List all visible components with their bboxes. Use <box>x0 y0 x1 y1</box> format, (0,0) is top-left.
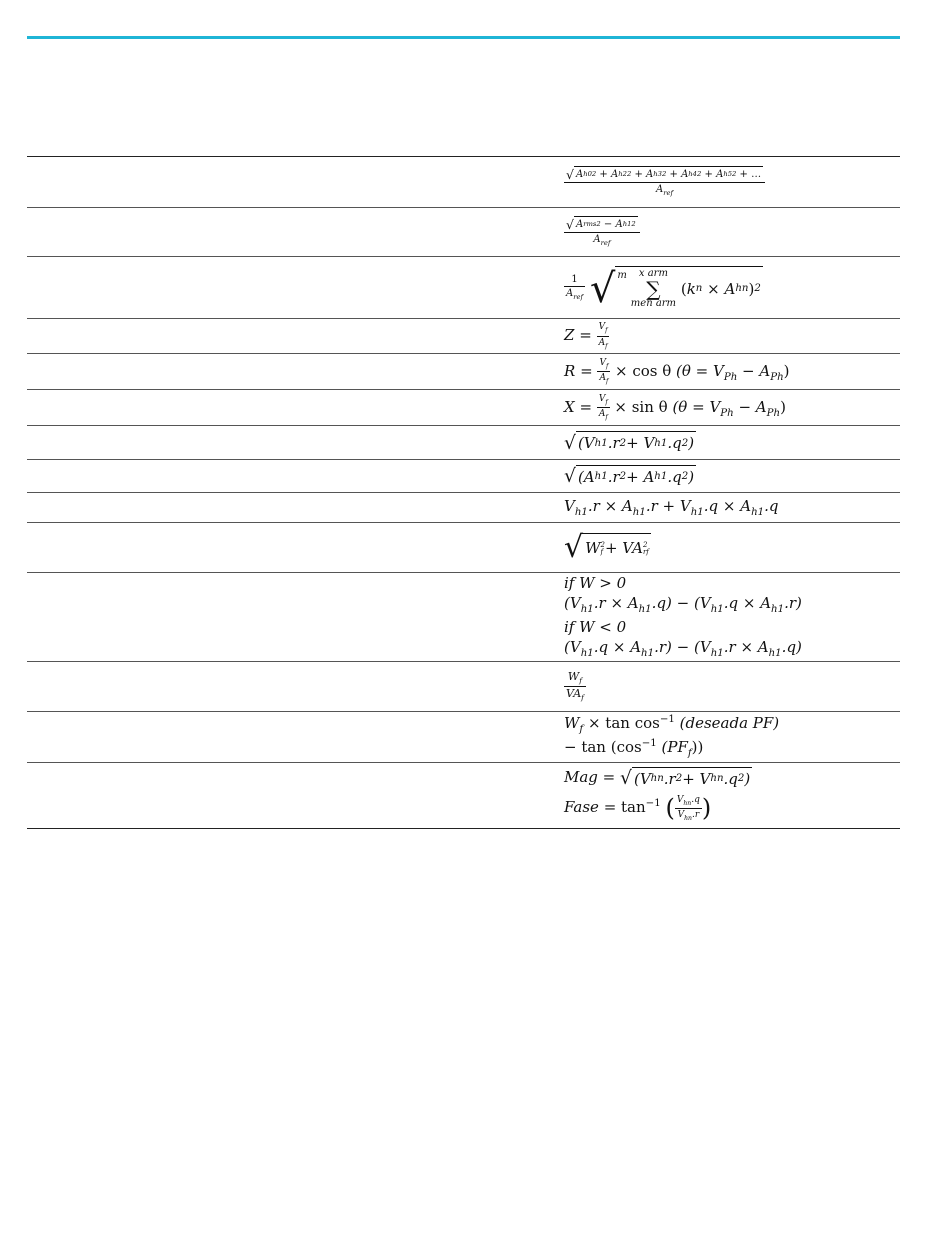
formula-cell <box>564 354 900 390</box>
label-cell <box>27 426 564 460</box>
label-cell <box>27 573 564 662</box>
table-row <box>27 712 900 763</box>
label-cell <box>27 493 564 523</box>
formula-harmonic-magnitude-phase: Mag = √ (V hn .r 2 + V hn .q 2 ) Fase = $\tan^{-1}$ ( $\frac{V_{hn}.q}{V_{hn}.r}$ ) <box>564 767 751 822</box>
label-cell <box>27 319 564 354</box>
formula-cell <box>564 460 900 493</box>
formula-cell <box>564 208 900 257</box>
label-cell <box>27 390 564 426</box>
header-accent-rule <box>27 36 900 39</box>
label-cell <box>27 712 564 763</box>
formula-cell <box>564 763 900 829</box>
formula-cell <box>564 573 900 662</box>
formula-reactance: X = $\frac{V_f}{A_f}$ × sin θ $(\theta = V_{Ph} - A_{Ph})$ <box>564 393 786 421</box>
label-cell <box>27 460 564 493</box>
table-row <box>27 662 900 712</box>
formula-cell <box>564 157 900 208</box>
formula-cell <box>564 390 900 426</box>
formula-rms-minus-fundamental: √ A rms 2 − A h1 2 $A_{ref}$ <box>564 216 640 248</box>
table-row <box>27 493 900 523</box>
formula-apparent-power: √ W 2 f + VA 2 rf <box>564 529 649 565</box>
table-row <box>27 573 900 662</box>
formula-weighted-harmonic-sum: $\frac{1}{A_{ref}}$ √ m x arm ∑ men arm ( k n × A hn ) 2 <box>566 266 761 312</box>
table-row <box>27 426 900 460</box>
label-cell <box>27 354 564 390</box>
table-row <box>27 319 900 354</box>
table-row <box>27 390 900 426</box>
formula-cell <box>564 493 900 523</box>
label-cell <box>27 763 564 829</box>
label-cell <box>27 208 564 257</box>
table-row <box>27 157 900 208</box>
formula-cell <box>564 319 900 354</box>
formula-cell <box>564 523 900 573</box>
formula-capacitor-sizing: $W_f \times \tan \cos^{-1}$ (deseada PF) − $\tan (\cos^{-1}$ $(PF_f)$) <box>564 714 780 760</box>
table-row <box>27 354 900 390</box>
formula-impedance: Z = $\frac{V_f}{A_f}$ <box>564 322 608 350</box>
formula-harmonic-sum: √ A h0 2 + A h2 2 + A h3 2 + A h4 2 + A h5 2 + … $A_{ref}$ <box>564 166 765 198</box>
formula-current-magnitude: √ (A h1 .r 2 + A h1 .q 2 ) <box>564 466 695 488</box>
table-row <box>27 523 900 573</box>
table-row <box>27 208 900 257</box>
formula-active-power: $V_{h1}.r \times A_{h1}.r + V_{h1}.q \times A_{h1}.q$ <box>564 496 779 518</box>
table-row <box>27 257 900 319</box>
table-row <box>27 763 900 829</box>
formula-voltage-magnitude: √ (V h1 .r 2 + V h1 .q 2 ) <box>564 432 695 454</box>
label-cell <box>27 257 564 319</box>
formula-resistance: R = $\frac{V_f}{A_f}$ × cos θ $(\theta = V_{Ph} - A_{Ph})$ <box>564 357 790 385</box>
formula-reactive-power: if W > 0 $(V_{h1}.r \times A_{h1}.q) - (V_{h1}.q \times A_{h1}.r)$ if W < 0 $(V_{h1}.q \times A_{h1}.r) - (V_{h1}.r \times A_{h1}.q)$ <box>564 574 802 660</box>
label-cell <box>27 157 564 208</box>
formula-cell <box>564 257 900 319</box>
table-row <box>27 460 900 493</box>
label-cell <box>27 523 564 573</box>
formula-cell <box>564 712 900 763</box>
formula-cell <box>564 426 900 460</box>
formula-cell <box>564 662 900 712</box>
label-cell <box>27 662 564 712</box>
formula-power-factor: $\frac{W_f}{VA_f}$ <box>566 669 584 703</box>
formula-table <box>27 156 900 829</box>
